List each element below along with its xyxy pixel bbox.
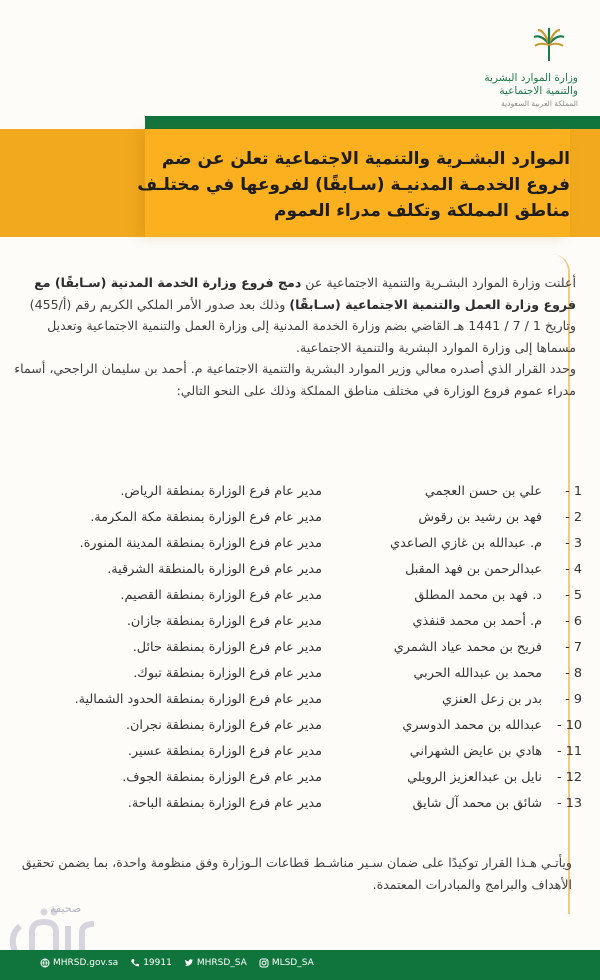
intro-paragraph-2: وحدد القرار الذي أصدره معالي وزير الموارد البشرية والتنمية الاجتماعية م. أحمد بن سليمان الراجحي، أسماء مدراء عموم فروع الوزارة في مختلف مناطق المملكة وذلك على النحو التالي: — [14, 361, 576, 398]
phone-icon — [130, 958, 140, 968]
logo-ministry-name-2: والتنمية الاجتماعية — [499, 85, 578, 97]
appointment-row — [0, 770, 600, 796]
title-banner — [0, 129, 600, 237]
appointee-role: مدير عام فرع الوزارة بمنطقة الجوف. — [122, 770, 322, 785]
appointee-role: مدير عام فرع الوزارة بمنطقة المدينة المنورة. — [79, 536, 322, 551]
appointee-role: مدير عام فرع الوزارة بمنطقة عسير. — [127, 744, 322, 759]
globe-icon — [40, 958, 50, 968]
appointment-row — [0, 640, 600, 666]
appointment-number: 6 - — [565, 614, 582, 629]
appointment-number: 13 - — [557, 796, 582, 811]
appointment-row — [0, 796, 600, 822]
intro-p1-start: أعلنت وزارة الموارد البشـرية والتنمية الاجتماعية عن — [301, 275, 576, 290]
appointee-role: مدير عام فرع الوزارة بمنطقة تبوك. — [133, 666, 322, 681]
appointment-row — [0, 484, 600, 510]
appointee-name: محمد بن عبدالله الحربي — [413, 666, 542, 681]
header-accent-bar — [145, 116, 600, 129]
appointment-row — [0, 744, 600, 770]
closing-paragraph: ويأتـي هـذا القرار توكيدًا على ضمان سـير مناشـط قطاعات الـوزارة وفق منظومة واحدة، بما يضمن تحقيق الأهداف والبرامج والمبادرات المعتمدة. — [21, 855, 572, 892]
page-title: الموارد البشـرية والتنمية الاجتماعية تعلن عن ضم فروع الخدمـة المدنيـة (سـابقًا) لفروعها في مختلـف مناطق المملكة وتكلف مدراء العموم — [137, 149, 570, 221]
footer-instagram-text: MLSD_SA — [271, 958, 314, 968]
appointment-row — [0, 666, 600, 692]
watermark-label: صحيفة — [50, 902, 82, 915]
appointment-number: 7 - — [565, 640, 582, 655]
appointee-role: مدير عام فرع الوزارة بالمنطقة الشرقية. — [107, 562, 322, 577]
palm-emblem-icon — [532, 28, 566, 62]
twitter-icon — [184, 958, 194, 968]
appointee-name: د. فهد بن محمد المطلق — [414, 588, 542, 603]
appointment-row — [0, 588, 600, 614]
footer-website[interactable] — [40, 958, 118, 968]
logo-country: المملكة العربية السعودية — [501, 99, 578, 108]
appointment-row — [0, 562, 600, 588]
footer-website-text: MHRSD.gov.sa — [53, 958, 119, 968]
instagram-icon — [259, 958, 269, 968]
appointment-number: 8 - — [565, 666, 582, 681]
appointee-role: مدير عام فرع الوزارة بمنطقة جازان. — [126, 614, 322, 629]
appointment-row — [0, 718, 600, 744]
appointment-row — [0, 614, 600, 640]
footer-phone[interactable] — [130, 958, 172, 968]
appointee-role: مدير عام فرع الوزارة بمنطقة الحدود الشمالية. — [74, 692, 322, 707]
appointee-role: مدير عام فرع الوزارة بمنطقة الباحة. — [127, 796, 322, 811]
appointee-name: هادي بن عايض الشهراني — [409, 744, 542, 759]
footer-instagram[interactable] — [259, 958, 314, 968]
appointee-name: علي بن حسن العجمي — [424, 484, 542, 499]
intro-p1-end: وذلك بعد صدور الأمر الملكي الكريم رقم (أ/455) وتاريخ 1 / 7 / 1441 هـ القاضي بضم وزارة الخدمة المدنية إلى وزارة العمل والتنمية الاجتماعية وتعديل مسماها إلى وزارة الموارد البشرية والتنمية الاجتماعية. — [29, 296, 576, 355]
footer-twitter-text: MHRSD_SA — [196, 958, 247, 968]
appointment-row — [0, 692, 600, 718]
appointee-name: عبدالرحمن بن فهد المقبل — [405, 562, 542, 577]
appointee-role: مدير عام فرع الوزارة بمنطقة نجران. — [125, 718, 322, 733]
appointee-name: عبدالله بن محمد الدوسري — [402, 718, 542, 733]
intro-paragraph-1 — [12, 272, 576, 358]
appointee-name: بدر بن زعل العنزي — [441, 692, 542, 707]
appointee-name: فريح بن محمد عياد الشمري — [393, 640, 542, 655]
appointment-row — [0, 510, 600, 536]
appointee-name: فهد بن رشيد بن رقوش — [418, 510, 542, 525]
appointment-row — [0, 536, 600, 562]
logo-ministry-name: وزارة الموارد البشرية — [484, 72, 578, 84]
appointment-number: 1 - — [565, 484, 582, 499]
appointment-number: 5 - — [565, 588, 582, 603]
appointee-role: مدير عام فرع الوزارة بمنطقة حائل. — [132, 640, 322, 655]
appointee-name: م. أحمد بن محمد قنفذي — [412, 614, 542, 629]
appointment-number: 12 - — [557, 770, 582, 785]
appointee-name: م. عبدالله بن غازي الصاعدي — [390, 536, 542, 551]
appointment-number: 2 - — [565, 510, 582, 525]
footer-twitter[interactable] — [184, 958, 247, 968]
appointment-number: 11 - — [557, 744, 582, 759]
intro-text — [12, 272, 576, 401]
footer-bar — [0, 950, 600, 980]
appointee-role: مدير عام فرع الوزارة بمنطقة الرياض. — [120, 484, 322, 499]
appointee-name: شائق بن محمد آل شايق — [412, 796, 542, 811]
appointment-number: 10 - — [557, 718, 582, 733]
appointee-role: مدير عام فرع الوزارة بمنطقة مكة المكرمة. — [90, 510, 322, 525]
intro-p1-highlight: دمج فروع وزارة الخدمة المدنية (سـابقًا) مع فروع وزارة العمل والتنمية الاجتماعية (سـابقًا) — [34, 275, 576, 312]
appointment-number: 3 - — [565, 536, 582, 551]
appointee-role: مدير عام فرع الوزارة بمنطقة القصيم. — [120, 588, 322, 603]
appointee-name: نايل بن عبدالعزيز الرويلي — [407, 770, 542, 785]
footer-phone-text: 19911 — [143, 958, 172, 968]
appointment-number: 4 - — [565, 562, 582, 577]
appointments-list — [0, 484, 600, 822]
appointment-number: 9 - — [565, 692, 582, 707]
